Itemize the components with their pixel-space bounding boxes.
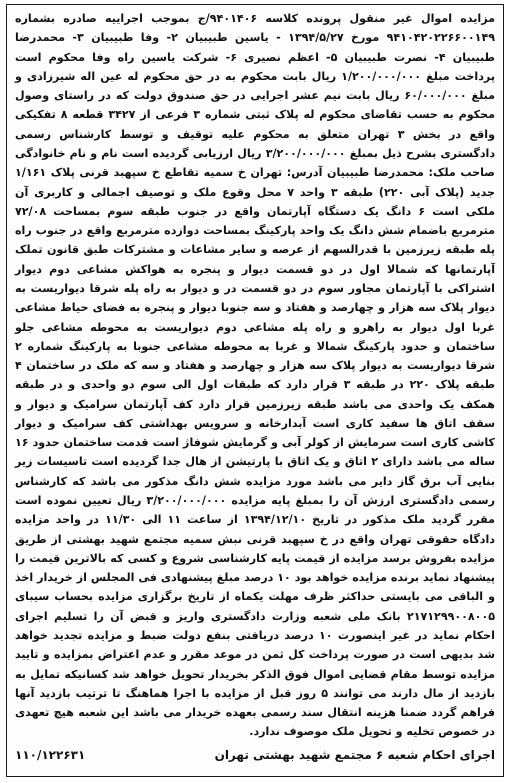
auction-notice: [6, 4, 504, 777]
notice-body: مزایده اموال غیر منقول پرونده کلاسه ۹۴۰۱۴۰۶/ج بموجب اجراییه صادره بشماره ۹۴۱۰۴۲۰۲۲۶۶۰۰۱۴۹ مورخ ۱۳۹۴/۵/۲۷ - یاسین طبیبیان ۲- وفا طبیبیان ۳- محمدرضا طبیبیان ۴- نصرت طبیبیان ۵- اعظم نصیری ۶- شرکت یاسین راه وفا محکوم است پرداخت مبلغ ۱/۲۰۰/۰۰۰/۰۰۰ ریال بابت محکوم به در حق محکوم له عین اله شیرزادی و مبلغ ۶۰/۰۰۰/۰۰۰ ریال بابت نیم عشر اجرایی در حق صندوق دولت که در راستای وصول محکوم به حسب تقاضای محکوم له پلاک ثبتی شماره ۳ فرعی از ۳۴۲۷ قطعه ۸ تفکیکی واقع در بخش ۳ تهران متعلق به محکوم علیه توقیف و توسط کارشناس رسمی دادگستری بشرح ذیل بمبلغ ۳/۲۰۰/۰۰۰/۰۰۰ ریال ارزیابی گردیده است نام و نام خانوادگی صاحب ملک: محمدرضا طبیبیان آدرس: تهران خ سمیه تقاطع خ سپهبد قرنی پلاک ۱/۱۶۱ جدید (پلاک آبی ۲۲۰) طبقه ۳ واحد ۷ محل وقوع ملک و توصیف اجمالی و کاربری آن ملکی است ۶ دانگ یک دستگاه آپارتمان واقع در جنوب طبقه سوم بمساحت ۷۲/۰۸ مترمربع باضمام شش دانگ یک واحد پارکینگ بمساحت دوازده مترمربع واقع در جنوب راه پله طبقه زیرزمین با قدرالسهم از عرصه و سایر مشاعات و مشترکات طبق قانون تملک آپارتمانها که شمالا اول در دو قسمت دیوار و پنجره به هواکش مشاعی دوم دیوار اشتراکی با آپارتمان مجاور سوم در دو قسمت در و دیوار به راه پله شرقا دیواریست به دیوار پلاک سه هزار و چهارصد و هفتاد و سه جنوبا دیوار و پنجره به فضای حیاط مشاعی غربا اول دیوار به راهرو و راه پله مشاعی دوم دیواریست به محوطه مشاعی جلو ساختمان و حدود پارکینگ شمالا و غربا به محوطه مشاعی جنوبا به پارکینگ شماره ۲ شرقا دیواریست به دیوار پلاک سه هزار و چهارصد و هفتاد و سه که ملک در ساختمان ۴ طبقه پلاک ۲۲۰ در طبقه ۳ قرار دارد که طبقات اول الی سوم دو واحدی و در طبقه همکف یک واحدی می باشد طبقه زیرزمین قرار دارد کف آپارتمان سرامیک و دیوار و سقف اتاق ها سفید کاری است آبدارخانه و سرویس بهداشتی کف سرامیک و دیوار کاشی کاری است سرمایش از کولر آبی و گرمایش شوفاژ است قدمت ساختمان حدود ۱۶ ساله می باشد دارای ۲ اتاق و یک اتاق با پارتیشن از هال جدا گردیده است تاسیسات زیر بنایی آب برق گاز دایر می باشد مورد مزایده شش دانگ مذکور می باشد که کارشناس رسمی دادگستری ارزش آن را بمبلغ پایه مزایده ۳/۲۰۰/۰۰۰/۰۰۰ ریال تعیین نموده است مقرر گردید ملک مذکور در تاریخ ۱۳۹۴/۱۲/۱۰ از ساعت ۱۱ الی ۱۱/۳۰ در واحد مزایده دادگاه حقوقی تهران واقع در خ سپهبد قرنی نبش سمیه مجتمع شهید بهشتی از طریق مزایده بفروش برسد مزایده از قیمت پایه کارشناسی شروع و کسی که بالاترین قیمت را پیشنهاد نماید برنده مزایده خواهد بود ۱۰ درصد مبلغ پیشنهادی فی المجلس از خریدار اخذ و الباقی می بایستی حداکثر ظرف مهلت یکماه از تاریخ برگزاری مزایده بحساب سیبای ۲۱۷۱۲۹۹۰۰۸۰۰۵ بانک ملی شعبه وزارت دادگستری واریز و قبض آن را تسلیم اجرای احکام نماید در غیر اینصورت ۱۰ درصد دریافتی بنفع دولت ضبط و مزایده تجدید خواهد شد بدیهی است در صورت پرداخت کل ثمن در موعد مقرر و عدم اعتراض بمزایده و تایید مزایده توسط مقام قضایی اموال فوق الذکر بخریدار تحویل خواهد شد کسانیکه تمایل به بازدید از مال دارند می توانند ۵ روز قبل از مزایده با اجرا هماهنگ تا ترتیب بازدید آنها فراهم گردد ضمنا هزینه انتقال سند رسمی بعهده خریدار می باشد این شعبه هیچ تعهدی در خصوص تخلیه و تحویل ملک موصوف ندارد.: [15, 12, 496, 739]
notice-code: ۱۱۰/۱۲۲۶۳۱: [15, 748, 86, 762]
issuer-signature: اجرای احکام شعبه ۶ مجتمع شهید بهشتی تهران: [214, 748, 495, 762]
notice-footer: [15, 741, 495, 769]
